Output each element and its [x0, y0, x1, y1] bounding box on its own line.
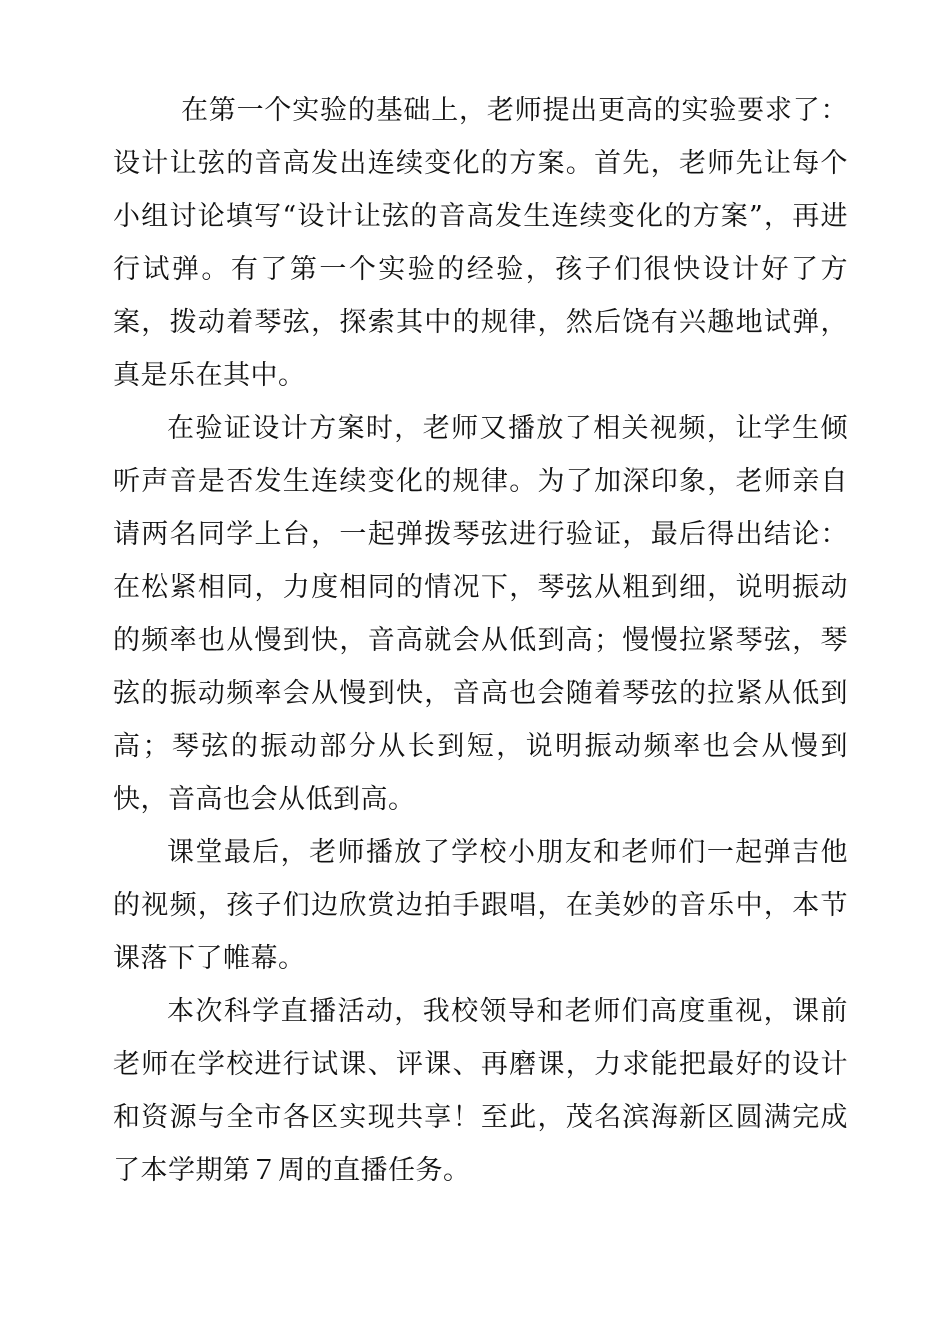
paragraph-3: 课堂最后，老师播放了学校小朋友和老师们一起弹吉他的视频，孩子们边欣赏边拍手跟唱，在美妙的音乐中，本节课落下了帷幕。	[113, 837, 848, 974]
paragraph-2: 在验证设计方案时，老师又播放了相关视频，让学生倾听声音是否发生连续变化的规律。为了加深印象，老师亲自请两名同学上台，一起弹拨琴弦进行验证，最后得出结论：在松紧相同，力度相同的情况下，琴弦从粗到细，说明振动的频率也从慢到快，音高就会从低到高；慢慢拉紧琴弦，琴弦的振动频率会从慢到快，音高也会随着琴弦的拉紧从低到高；琴弦的振动部分从长到短，说明振动频率也会从慢到快，音高也会从低到高。	[113, 413, 848, 815]
paragraph-1: 在第一个实验的基础上，老师提出更高的实验要求了：设计让弦的音高发出连续变化的方案。首先，老师先让每个小组讨论填写“设计让弦的音高发生连续变化的方案”，再进行试弹。有了第一个实验的经验，孩子们很快设计好了方案，拨动着琴弦，探索其中的规律，然后饶有兴趣地试弹，真是乐在其中。	[113, 95, 848, 391]
paragraph-4: 本次科学直播活动，我校领导和老师们高度重视，课前老师在学校进行试课、评课、再磨课，力求能把最好的设计和资源与全市各区实现共享！至此，茂名滨海新区圆满完成了本学期第７周的直播任务。	[113, 996, 848, 1186]
